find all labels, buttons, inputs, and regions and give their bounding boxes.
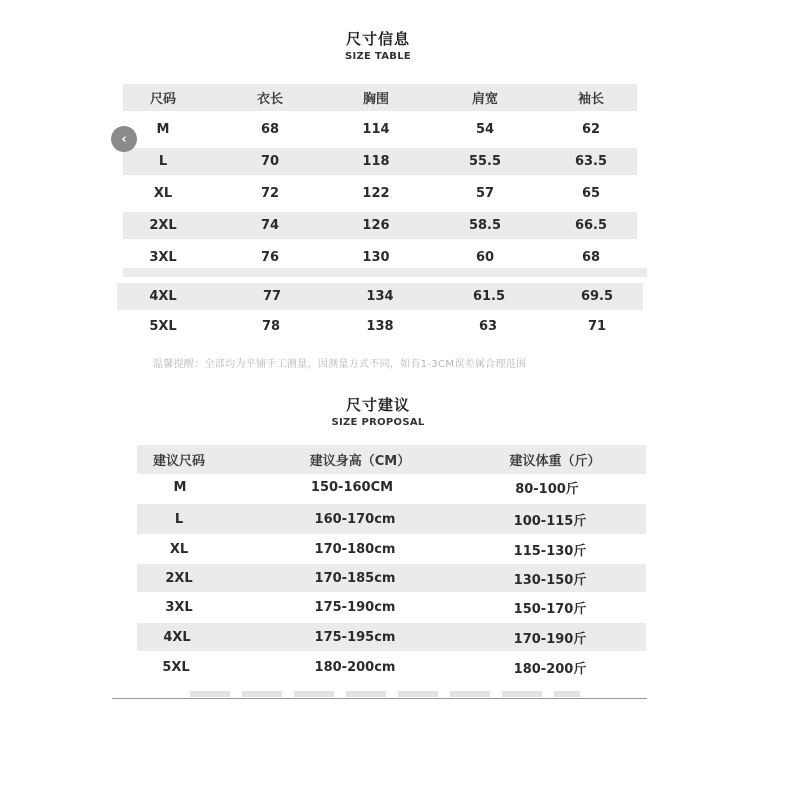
proposal-size: 2XL	[165, 570, 193, 586]
previous-arrow-button[interactable]	[111, 126, 137, 152]
size-proposal-title-zh: 尺寸建议	[345, 396, 410, 414]
proposal-header-row	[137, 445, 646, 474]
cell-chest: 122	[362, 186, 390, 201]
header-suggested-height: 建议身高（CM）	[309, 454, 411, 469]
proposal-height: 170-180cm	[314, 541, 396, 557]
proposal-weight: 80-100斤	[515, 481, 579, 497]
table-row	[123, 244, 637, 271]
cell-length: 72	[260, 186, 280, 201]
header-size: 尺码	[149, 92, 177, 107]
proposal-size: 5XL	[162, 659, 190, 675]
proposal-height: 180-200cm	[314, 659, 396, 675]
cell-shoulder: 61.5	[472, 289, 506, 304]
cell-length: 74	[260, 218, 280, 233]
table-row	[123, 148, 637, 175]
cell-size: XL	[153, 186, 173, 201]
size-table-title-en: SIZE TABLE	[344, 51, 412, 62]
header-length: 衣长	[256, 92, 284, 107]
cell-length: 78	[261, 319, 281, 334]
list-item	[137, 564, 646, 592]
cell-size: 5XL	[149, 319, 177, 334]
cell-chest: 114	[362, 122, 390, 137]
table-row	[117, 283, 643, 310]
proposal-height: 170-185cm	[314, 570, 396, 586]
cell-shoulder: 60	[475, 250, 495, 265]
header-suggested-size: 建议尺码	[152, 454, 206, 469]
cell-shoulder: 54	[475, 122, 495, 137]
proposal-weight: 100-115斤	[513, 513, 587, 529]
size-proposal-title	[0, 394, 756, 428]
list-item	[137, 473, 646, 501]
table-row	[123, 180, 637, 207]
list-item	[137, 623, 646, 651]
list-item	[137, 504, 646, 534]
proposal-weight: 150-170斤	[513, 601, 587, 617]
cell-sleeve: 66.5	[574, 218, 608, 233]
cell-shoulder: 57	[475, 186, 495, 201]
cell-chest: 126	[362, 218, 390, 233]
cell-shoulder: 58.5	[468, 218, 502, 233]
cell-length: 68	[260, 122, 280, 137]
cell-shoulder: 63	[478, 319, 498, 334]
proposal-size: L	[174, 511, 184, 527]
proposal-height: 160-170cm	[314, 511, 396, 527]
table-row	[117, 313, 643, 340]
proposal-weight: 180-200斤	[513, 661, 587, 677]
proposal-height: 150-160CM	[310, 479, 394, 495]
header-suggested-weight: 建议体重（斤）	[509, 454, 601, 469]
proposal-height: 175-195cm	[314, 629, 396, 645]
cell-size: 3XL	[149, 250, 177, 265]
chevron-left-icon: ‹	[121, 131, 127, 147]
cell-sleeve: 65	[581, 186, 601, 201]
proposal-size: 3XL	[165, 599, 193, 615]
list-item	[137, 653, 646, 681]
size-table-header-row	[123, 84, 637, 111]
cell-length: 76	[260, 250, 280, 265]
list-item	[137, 593, 646, 621]
proposal-weight: 130-150斤	[513, 572, 587, 588]
size-proposal-title-en: SIZE PROPOSAL	[331, 417, 425, 428]
bottom-divider	[112, 698, 647, 699]
proposal-size: XL	[169, 541, 189, 557]
cell-sleeve: 69.5	[580, 289, 614, 304]
list-item	[137, 535, 646, 563]
cell-chest: 118	[362, 154, 390, 169]
faded-text-strip	[190, 691, 580, 697]
header-chest: 胸围	[362, 92, 390, 107]
cell-size: 2XL	[149, 218, 177, 233]
cell-chest: 138	[366, 319, 394, 334]
cell-shoulder: 55.5	[468, 154, 502, 169]
cell-sleeve: 63.5	[574, 154, 608, 169]
proposal-weight: 170-190斤	[513, 631, 587, 647]
proposal-weight: 115-130斤	[513, 543, 587, 559]
cell-length: 70	[260, 154, 280, 169]
proposal-size: M	[173, 479, 187, 495]
header-shoulder: 肩宽	[471, 92, 499, 107]
measurement-note: 温馨提醒：全部均为平铺手工测量，因测量方式不同，如有1-3CM误差属合理范围	[153, 359, 527, 370]
cell-sleeve: 62	[581, 122, 601, 137]
cell-length: 77	[262, 289, 282, 304]
table-row	[123, 116, 637, 143]
size-table-title-zh: 尺寸信息	[345, 30, 410, 48]
cell-sleeve: 68	[581, 250, 601, 265]
cell-chest: 134	[366, 289, 394, 304]
row-divider-band	[123, 268, 647, 277]
cell-size: 4XL	[149, 289, 177, 304]
table-row	[123, 212, 637, 239]
proposal-size: 4XL	[163, 629, 191, 645]
cell-sleeve: 71	[587, 319, 607, 334]
cell-size: M	[156, 122, 170, 137]
cell-size: L	[158, 154, 168, 169]
cell-chest: 130	[362, 250, 390, 265]
size-table-title	[0, 28, 756, 62]
header-sleeve: 袖长	[577, 92, 605, 107]
proposal-height: 175-190cm	[314, 599, 396, 615]
